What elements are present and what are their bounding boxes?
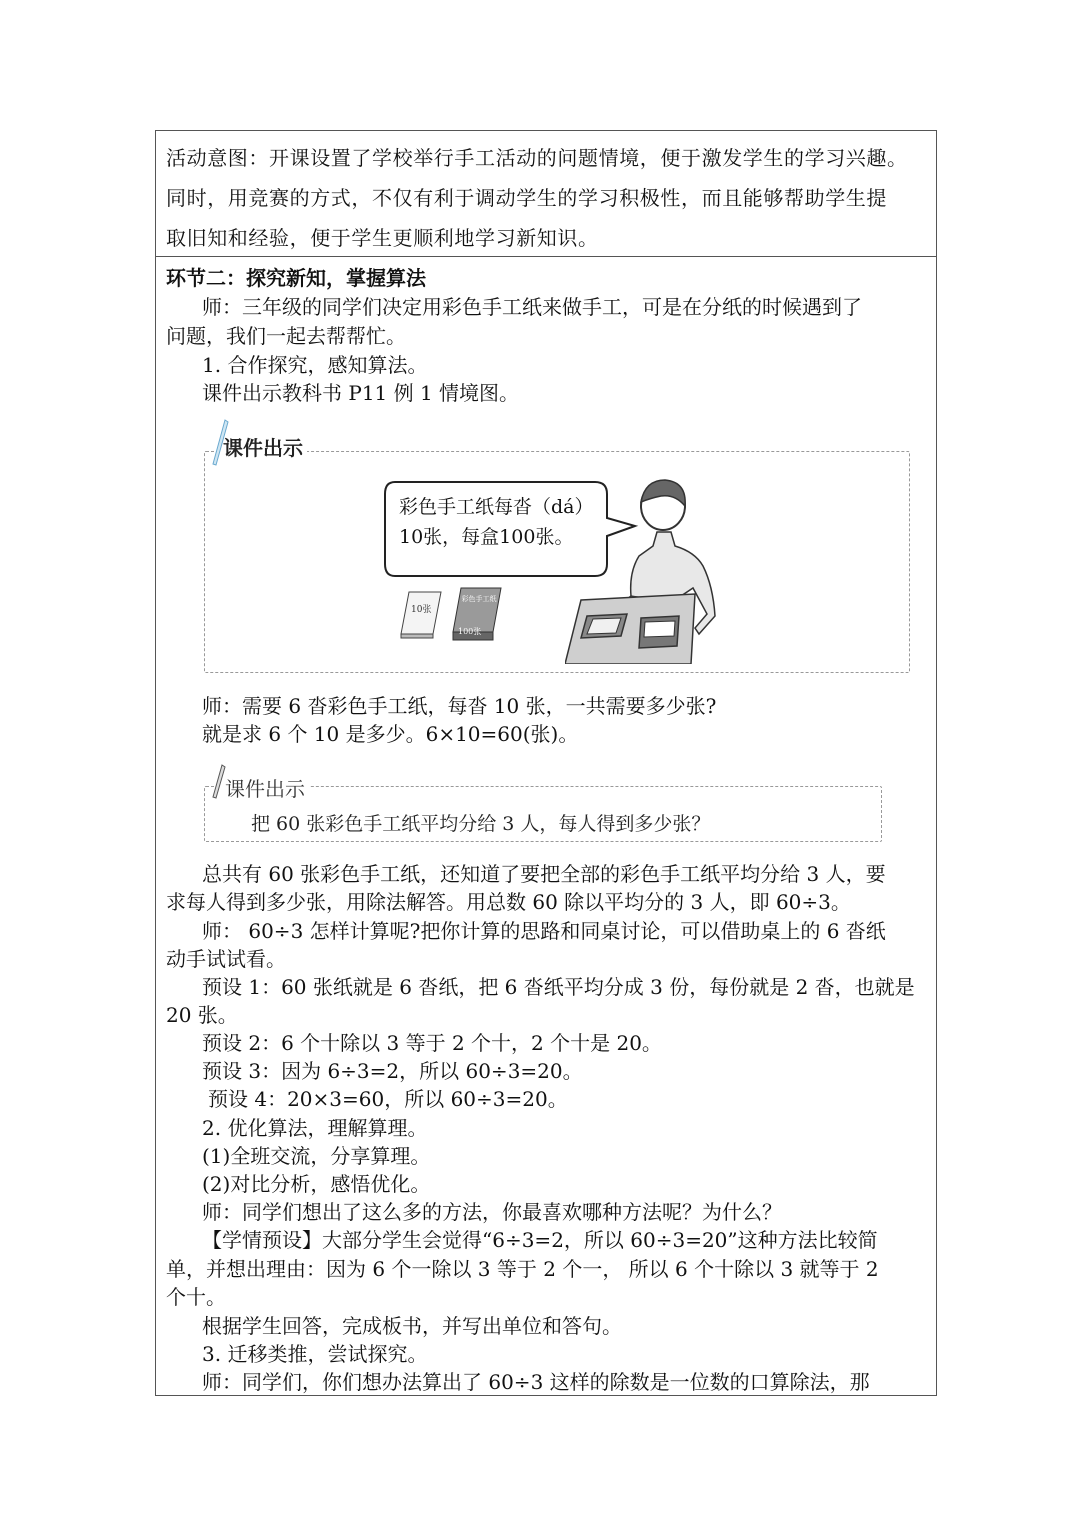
- sub-step: (1)全班交流，分享算理。: [202, 1144, 431, 1168]
- pen-icon: [207, 763, 227, 799]
- pen-icon: [205, 416, 229, 466]
- box-label: 彩色手工纸: [461, 595, 497, 603]
- courseware-tag: 课件出示: [221, 773, 309, 802]
- preset: 预设 3：因为 6÷3=2，所以 60÷3=20。: [202, 1059, 583, 1083]
- paragraph: 问题，我们一起去帮帮忙。: [166, 324, 406, 348]
- paragraph: 根据学生回答，完成板书，并写出单位和答句。: [202, 1314, 622, 1338]
- box-label: 100张: [458, 627, 482, 636]
- paragraph: 求每人得到多少张，用除法解答。用总数 60 除以平均分的 3 人，即 60÷3。: [166, 890, 851, 914]
- section-heading: 环节二：探究新知，掌握算法: [166, 266, 426, 290]
- preset: 20 张。: [166, 1003, 238, 1027]
- paragraph: 师：同学们，你们想办法算出了 60÷3 这样的除数是一位数的口算除法，那: [202, 1370, 870, 1394]
- intent-row: [156, 131, 936, 257]
- intent-line: 同时，用竞赛的方式，不仅有利于调动学生的学习积极性，而且能够帮助学生提: [166, 186, 887, 210]
- paragraph: 个十。: [166, 1285, 226, 1309]
- intent-line: 活动意图：开课设置了学校举行手工活动的问题情境，便于激发学生的学习兴趣。: [166, 146, 908, 170]
- courseware-box: [204, 777, 882, 842]
- sub-step: (2)对比分析，感悟优化。: [202, 1172, 431, 1196]
- courseware-question: 把 60 张彩色手工纸平均分给 3 人，每人得到多少张？: [251, 813, 711, 835]
- boy-illustration: [565, 476, 725, 664]
- paragraph: 师： 60÷3 怎样计算呢?把你计算的思路和同桌讨论，可以借助桌上的 6 沓纸: [202, 919, 886, 943]
- step-heading: 3. 迁移类推，尝试探究。: [202, 1342, 428, 1366]
- step-heading: 1. 合作探究，感知算法。: [202, 353, 428, 377]
- step-heading: 2. 优化算法，理解算理。: [202, 1116, 428, 1140]
- preset: 预设 1：60 张纸就是 6 沓纸，把 6 沓纸平均分成 3 份，每份就是 2 沓，也就是: [202, 975, 915, 999]
- bubble-line: 彩色手工纸每沓（dá）: [399, 496, 594, 518]
- preset: 预设 4：20×3=60，所以 60÷3=20。: [208, 1087, 568, 1111]
- preset: 预设 2：6 个十除以 3 等于 2 个十，2 个十是 20。: [202, 1031, 662, 1055]
- lesson-table: [155, 130, 937, 1396]
- bubble-line: 10张，每盒100张。: [399, 526, 574, 548]
- paragraph: 单，并想出理由：因为 6 个一除以 3 等于 2 个一， 所以 6 个十除以 3 就等于 2: [166, 1257, 879, 1281]
- paragraph: 就是求 6 个 10 是多少。6×10=60(张)。: [202, 722, 579, 746]
- courseware-box: [204, 436, 910, 673]
- paragraph: 【学情预设】大部分学生会觉得“6÷3=2，所以 60÷3=20”这种方法比较简: [202, 1228, 878, 1252]
- intent-line: 取旧知和经验，便于学生更顺利地学习新知识。: [166, 226, 599, 250]
- paragraph: 师：需要 6 沓彩色手工纸，每沓 10 张，一共需要多少张?: [202, 694, 717, 718]
- paragraph: 动手试试看。: [166, 947, 286, 971]
- paragraph: 师：三年级的同学们决定用彩色手工纸来做手工，可是在分纸的时候遇到了: [202, 295, 862, 319]
- paragraph: 总共有 60 张彩色手工纸，还知道了要把全部的彩色手工纸平均分给 3 人，要: [202, 862, 886, 886]
- paragraph: 课件出示教科书 P11 例 1 情境图。: [202, 381, 520, 405]
- stack-label: 10张: [411, 605, 432, 615]
- courseware-tag: 课件出示: [219, 432, 307, 461]
- paragraph: 师：同学们想出了这么多的方法，你最喜欢哪种方法呢？为什么？: [202, 1200, 782, 1224]
